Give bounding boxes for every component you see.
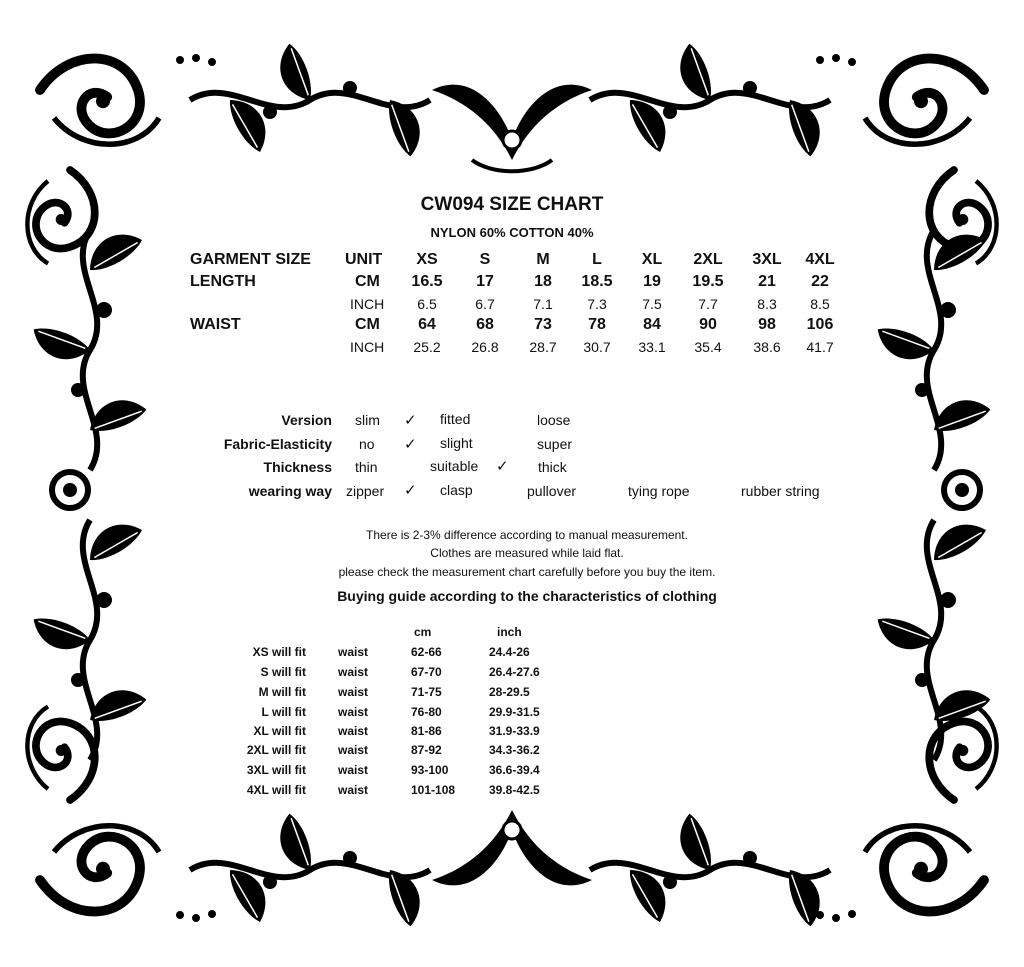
table-cell: 38.6 xyxy=(753,339,781,355)
table-cell: 41.7 xyxy=(806,339,834,355)
option-slim: slim xyxy=(355,412,380,428)
option-super: super xyxy=(537,436,573,452)
guide-size: S will fit xyxy=(260,665,306,679)
note-check-chart: please check the measurement chart carefully before you buy the item. xyxy=(338,565,716,579)
characteristic-label-thickness: Thickness xyxy=(263,459,332,475)
table-cell: 30.7 xyxy=(583,339,611,355)
guide-size: XS will fit xyxy=(252,645,306,659)
table-cell: 73 xyxy=(534,316,552,333)
check-mark-icon: ✓ xyxy=(404,412,417,429)
guide-part: waist xyxy=(338,743,369,757)
garment-size-header: GARMENT SIZE xyxy=(190,251,311,268)
size-header: XL xyxy=(641,251,663,268)
table-cell: 8.3 xyxy=(757,296,777,312)
guide-inch: 28-29.5 xyxy=(489,685,530,699)
table-cell: 18.5 xyxy=(581,273,613,290)
note-laid-flat: Clothes are measured while laid flat. xyxy=(430,546,624,560)
guide-cm: 87-92 xyxy=(411,743,442,757)
row-unit: CM xyxy=(355,273,380,290)
guide-part: waist xyxy=(338,705,369,719)
table-cell: 21 xyxy=(758,273,776,290)
table-cell: 68 xyxy=(476,316,494,333)
guide-size: 3XL will fit xyxy=(246,763,306,777)
guide-inch: 39.8-42.5 xyxy=(489,783,540,797)
row-label-waist: WAIST xyxy=(190,316,241,333)
table-cell: 64 xyxy=(418,316,436,333)
guide-size: XL will fit xyxy=(253,724,306,738)
guide-inch: 34.3-36.2 xyxy=(489,743,540,757)
guide-size: 2XL will fit xyxy=(246,743,306,757)
guide-inch: 26.4-27.6 xyxy=(489,665,540,679)
guide-part: waist xyxy=(338,724,369,738)
guide-cm: 67-70 xyxy=(411,665,442,679)
guide-inch: 29.9-31.5 xyxy=(489,705,540,719)
option-pullover: pullover xyxy=(527,483,577,499)
size-header: XS xyxy=(416,251,438,268)
size-header: 2XL xyxy=(693,251,723,268)
guide-cm: 71-75 xyxy=(411,685,442,699)
table-cell: 106 xyxy=(806,316,834,333)
guide-cm: 93-100 xyxy=(411,763,449,777)
guide-part: waist xyxy=(338,665,369,679)
table-cell: 18 xyxy=(534,273,552,290)
table-cell: 22 xyxy=(811,273,829,290)
column-header-inch: inch xyxy=(497,625,522,639)
size-header: L xyxy=(592,251,602,268)
guide-cm: 62-66 xyxy=(411,645,442,659)
chart-title: CW094 SIZE CHART xyxy=(420,194,604,215)
table-cell: 7.1 xyxy=(533,296,553,312)
buying-guide-title: Buying guide according to the characteristics of clothing xyxy=(337,588,717,604)
option-rubber-string: rubber string xyxy=(741,483,820,499)
option-no: no xyxy=(359,436,375,452)
table-cell: 17 xyxy=(476,273,494,290)
note-measurement-difference: There is 2-3% difference according to manual measurement. xyxy=(366,528,688,542)
guide-cm: 101-108 xyxy=(411,783,456,797)
table-cell: 98 xyxy=(758,316,776,333)
guide-size: L will fit xyxy=(261,705,306,719)
table-cell: 7.5 xyxy=(642,296,662,312)
guide-cm: 81-86 xyxy=(411,724,442,738)
guide-inch: 36.6-39.4 xyxy=(489,763,540,777)
table-cell: 8.5 xyxy=(810,296,830,312)
table-cell: 6.7 xyxy=(475,296,495,312)
option-thick: thick xyxy=(538,459,567,475)
option-suitable: suitable xyxy=(430,458,479,474)
option-zipper: zipper xyxy=(346,483,385,499)
option-slight: slight xyxy=(440,435,473,451)
column-header-cm: cm xyxy=(414,625,432,639)
size-header: M xyxy=(536,251,550,268)
option-fitted: fitted xyxy=(440,411,471,427)
size-header: S xyxy=(479,251,491,268)
table-cell: 33.1 xyxy=(638,339,666,355)
table-cell: 35.4 xyxy=(694,339,722,355)
guide-size: M will fit xyxy=(258,685,306,699)
row-label-length: LENGTH xyxy=(190,273,256,290)
characteristic-label-version: Version xyxy=(281,412,332,428)
check-mark-icon: ✓ xyxy=(496,458,509,475)
size-header: 4XL xyxy=(805,251,835,268)
table-cell: 25.2 xyxy=(413,339,441,355)
characteristic-label-elasticity: Fabric-Elasticity xyxy=(223,436,332,452)
check-mark-icon: ✓ xyxy=(404,482,417,499)
table-cell: 90 xyxy=(699,316,717,333)
guide-inch: 24.4-26 xyxy=(489,645,530,659)
table-cell: 7.3 xyxy=(587,296,607,312)
table-cell: 6.5 xyxy=(417,296,437,312)
option-loose: loose xyxy=(537,412,571,428)
guide-part: waist xyxy=(338,645,369,659)
row-unit: INCH xyxy=(350,339,385,355)
table-cell: 26.8 xyxy=(471,339,499,355)
guide-part: waist xyxy=(338,685,369,699)
table-cell: 19 xyxy=(643,273,661,290)
size-header: 3XL xyxy=(752,251,782,268)
table-cell: 78 xyxy=(588,316,606,333)
option-clasp: clasp xyxy=(440,482,473,498)
row-unit: CM xyxy=(355,316,380,333)
table-cell: 16.5 xyxy=(411,273,443,290)
table-cell: 19.5 xyxy=(692,273,724,290)
fabric-composition: NYLON 60% COTTON 40% xyxy=(430,225,594,240)
guide-part: waist xyxy=(338,763,369,777)
table-cell: 28.7 xyxy=(529,339,557,355)
guide-part: waist xyxy=(338,783,369,797)
unit-header: UNIT xyxy=(345,251,383,268)
characteristic-label-wearing-way: wearing way xyxy=(248,483,332,499)
guide-inch: 31.9-33.9 xyxy=(489,724,540,738)
check-mark-icon: ✓ xyxy=(404,436,417,453)
table-cell: 7.7 xyxy=(698,296,718,312)
guide-cm: 76-80 xyxy=(411,705,442,719)
option-thin: thin xyxy=(355,459,378,475)
table-cell: 84 xyxy=(643,316,661,333)
guide-size: 4XL will fit xyxy=(246,783,306,797)
row-unit: INCH xyxy=(350,296,385,312)
option-tying-rope: tying rope xyxy=(628,483,690,499)
